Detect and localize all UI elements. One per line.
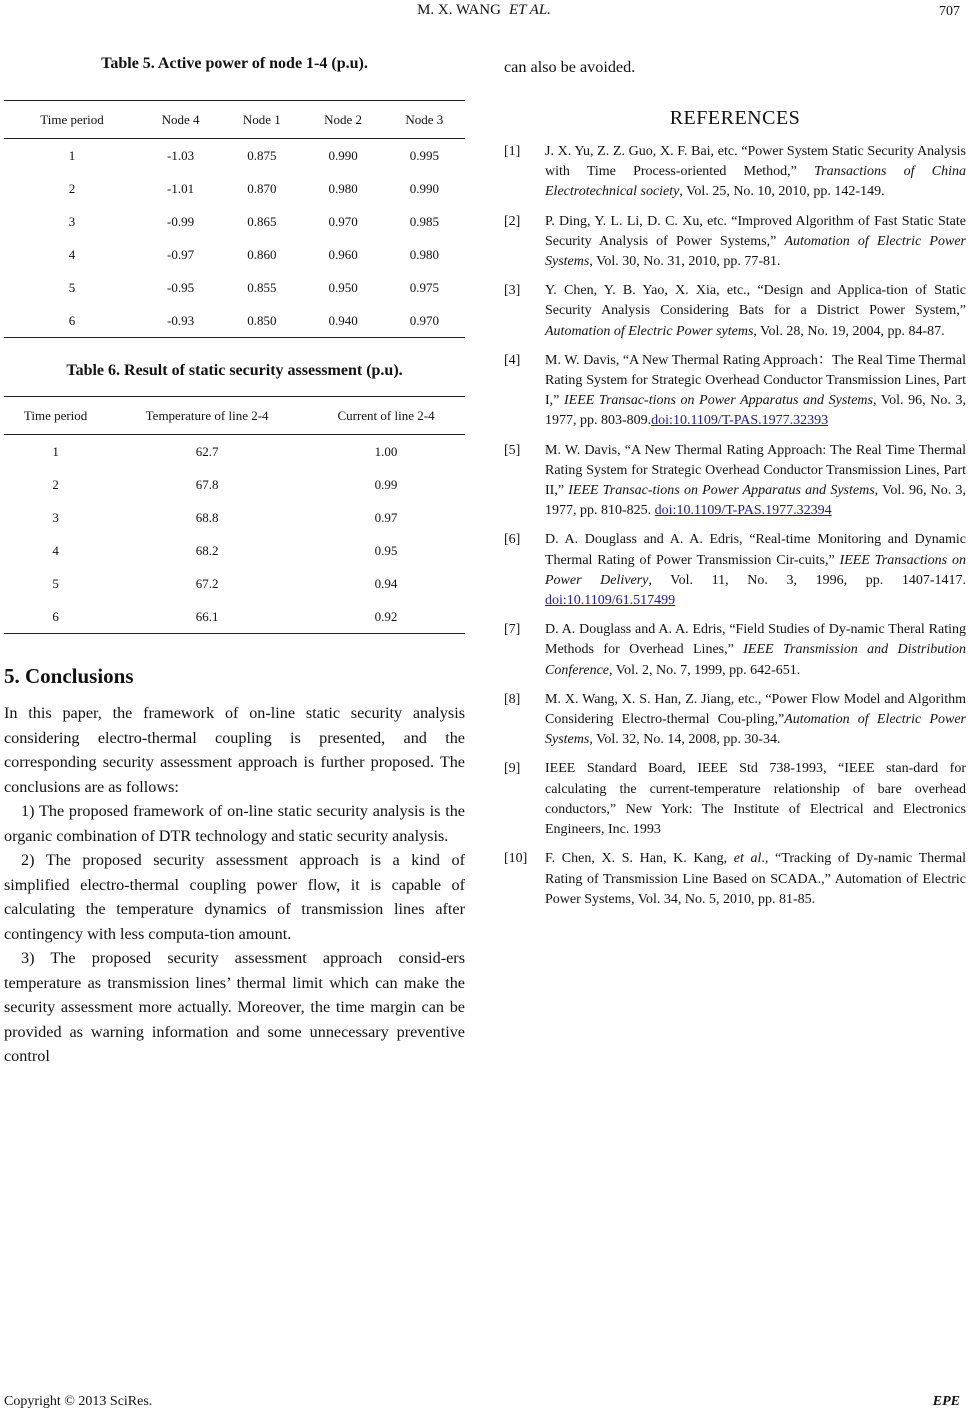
reference-text: P. Ding, Y. L. Li, D. C. Xu, etc. “Improved Algorithm of Fast Static State Security Analysis of Power Systems,”: [545, 213, 966, 249]
reference-number: [1]: [504, 144, 521, 159]
table-cell: 62.7: [195, 443, 219, 459]
reference-details: , Vol. 28, No. 19, 2004, pp. 84-87.: [753, 323, 945, 339]
reference-number: [6]: [504, 532, 521, 548]
continued-text: can also be avoided.: [504, 58, 636, 76]
table-cell: 3: [68, 213, 76, 229]
table-cell: 0.985: [409, 213, 439, 229]
reference-details: , Vol. 25, No. 10, 2010, pp. 142-149.: [679, 184, 885, 200]
reference-number: [2]: [504, 213, 521, 229]
table-cell: 66.1: [107, 600, 307, 634]
table-cell: 0.94: [374, 575, 398, 591]
column-header: Temperature of line 2-4: [107, 397, 307, 435]
table-cell: -1.03: [167, 147, 195, 163]
table-cell: 67.2: [195, 575, 219, 591]
table-cell: 6: [4, 600, 107, 634]
table-cell: 5: [52, 575, 59, 591]
table-cell: 68.8: [195, 509, 219, 525]
table-cell: 0.97: [374, 509, 398, 525]
reference-details: , Vol. 11, No. 3, 1996, pp. 1407-1417.: [648, 572, 967, 588]
table-cell: 0.960: [328, 246, 358, 262]
reference-text: IEEE Standard Board, IEEE Std 738-1993, “IEEE stan-dard for calculating the current-temperature relationship of bare overhead conductors,” New York: The Institute of Electrical and Electronics Engineers, Inc. 1993: [545, 761, 966, 838]
table-cell: 67.8: [195, 476, 219, 492]
column-header: Node 2: [302, 101, 383, 139]
table-cell: 0.950: [328, 279, 358, 295]
table-cell: 3: [52, 509, 59, 525]
table-cell: -1.01: [167, 180, 195, 196]
reference-item: [504, 620, 966, 681]
table-row: [4, 172, 465, 205]
table-cell: 0.95: [374, 542, 398, 558]
table-cell: -0.97: [167, 246, 195, 262]
table-cell: 2: [68, 180, 76, 196]
reference-doi-link[interactable]: doi:10.1109/T-PAS.1977.32394: [654, 503, 832, 519]
column-header: Time period: [4, 101, 140, 139]
table-row: [4, 205, 465, 238]
table6: [4, 396, 465, 634]
reference-item: [504, 759, 966, 840]
table-cell: 5: [68, 279, 76, 295]
table5-body: [4, 139, 465, 338]
reference-source: IEEE Transactions on Power Delivery: [545, 552, 967, 588]
table-row: [4, 139, 465, 173]
reference-doi-link[interactable]: doi:10.1109/61.517499: [545, 593, 676, 609]
reference-number: [9]: [504, 761, 521, 777]
table-cell: 0.99: [374, 476, 398, 492]
reference-number: [4]: [504, 352, 521, 368]
table-cell: 1: [52, 443, 59, 459]
table-cell: 0.850: [221, 304, 302, 338]
reference-item: [504, 849, 966, 910]
reference-details: , Vol. 2, No. 7, 1999, pp. 642-651.: [609, 662, 801, 678]
table6-body: [4, 435, 465, 634]
reference-number: [10]: [504, 851, 528, 867]
table-cell: 0.92: [307, 600, 465, 634]
table-cell: -0.99: [167, 213, 195, 229]
table-cell: 0.980: [328, 180, 358, 196]
table-row: [4, 238, 465, 271]
reference-source: Automation of Electric Power Systems: [545, 233, 966, 270]
reference-item: [504, 351, 966, 432]
reference-item: [504, 212, 966, 273]
reference-details: , Vol. 30, No. 31, 2010, pp. 77-81.: [589, 254, 781, 270]
footer-copyright: Copyright © 2013 SciRes.: [4, 1394, 153, 1409]
reference-text: F. Chen, X. S. Han, K. Kang,: [545, 851, 734, 867]
table5: [4, 100, 465, 338]
header-etal: ET AL.: [508, 2, 551, 18]
conclusions-paragraph-2: 1) The proposed framework of on-line static security analysis is the organic combination of DTR technology and static security analysis.: [4, 802, 465, 845]
references-heading: REFERENCES: [669, 107, 801, 129]
table-cell: 0.995: [409, 147, 439, 163]
table-cell: 68.2: [195, 542, 219, 558]
column-header: Node 1: [221, 101, 302, 139]
conclusions-heading: 5. Conclusions: [4, 664, 134, 688]
table-cell: 0.990: [409, 180, 439, 196]
reference-details: , Vol. 32, No. 14, 2008, pp. 30-34.: [589, 732, 781, 748]
footer-journal: EPE: [932, 1394, 960, 1409]
reference-text: J. X. Yu, Z. Z. Guo, X. F. Bai, etc. “Power System Static Security Analysis with Time Process-oriented Method,”: [545, 144, 966, 180]
reference-source: Automation of Electric Power Systems: [545, 712, 966, 748]
column-header: Node 3: [384, 101, 465, 139]
table-cell: 0.870: [247, 180, 277, 196]
table-cell: 0.970: [328, 213, 358, 229]
table-cell: 4: [68, 246, 76, 262]
column-header: Current of line 2-4: [307, 397, 465, 435]
reference-list: [504, 142, 966, 910]
header-author: M. X. WANG: [417, 2, 501, 18]
table-cell: 0.860: [247, 246, 277, 262]
reference-source: IEEE Transmission and Distribution Conference: [545, 642, 967, 678]
table-row: [4, 435, 465, 469]
reference-source: IEEE Transac-tions on Power Apparatus and Systems: [568, 483, 875, 499]
table-cell: 0.990: [328, 147, 358, 163]
table-row: [4, 567, 465, 600]
table-cell: 4: [52, 542, 59, 558]
reference-item: [504, 530, 966, 611]
table6-header-row: [4, 397, 465, 435]
reference-item: [504, 281, 966, 342]
table-row: [4, 304, 465, 338]
conclusions-paragraph-1: In this paper, the framework of on-line static security analysis considering electro-thermal coupling is presented, and the corresponding security assessment approach is further proposed. The conclusions are as follows:: [4, 704, 465, 796]
reference-details: , Vol. 96, No. 3, 1977, pp. 810-825.: [545, 483, 966, 519]
table-cell: 0.875: [247, 147, 277, 163]
table5-header-row: [4, 101, 465, 139]
table-cell: 0.970: [384, 304, 465, 338]
table-cell: 0.975: [409, 279, 439, 295]
table-cell: 1: [68, 147, 76, 163]
reference-doi-link[interactable]: doi:10.1109/T-PAS.1977.32393: [651, 413, 829, 429]
conclusions-paragraph-3: 2) The proposed security assessment approach is a kind of simplified electro-thermal coupling power flow, it is capable of calculating the temperature dynamics of transmission lines after contingency with less computa-tion amount.: [4, 851, 465, 943]
reference-number: [8]: [504, 691, 521, 707]
table-cell: 0.940: [302, 304, 383, 338]
table-row: [4, 271, 465, 304]
reference-details: ., “Tracking of Dy-namic Thermal Rating of Transmission Line Based on SCADA.,” Automation of Electric Power Systems, Vol. 34, No. 5, 2010, pp. 81-85.: [545, 851, 967, 907]
table-cell: 1.00: [374, 443, 398, 459]
reference-text: Y. Chen, Y. B. Yao, X. Xia, etc., “Design and Applica-tion of Static Security Analysis Considering Bats for a District Power System,”: [545, 283, 966, 319]
table6-caption: Table 6. Result of static security assessment (p.u).: [66, 362, 403, 379]
table5-caption: Table 5. Active power of node 1-4 (p.u).: [101, 55, 368, 72]
table-cell: 0.980: [409, 246, 439, 262]
reference-number: [7]: [504, 622, 521, 638]
reference-source: et al: [733, 851, 762, 867]
right-column: [504, 55, 966, 919]
reference-item: [504, 142, 966, 203]
table-row: [4, 600, 465, 634]
table-row: [4, 468, 465, 501]
reference-text: M. W. Davis, “A New Thermal Rating Approach: The Real Time Thermal Rating System for Strategic Overhead Conductor Transmission Lines, Part II,”: [545, 442, 966, 499]
reference-item: [504, 441, 966, 522]
conclusions-paragraph-4: 3) The proposed security assessment approach consid-ers temperature as transmission lines’ thermal limit which can make the security assessment more actually. Moreover, the time margin can be provided as warning information and some unnecessary preventive control: [4, 949, 465, 1065]
reference-text: M. X. Wang, X. S. Han, Z. Jiang, etc., “Power Flow Model and Algorithm Considering Electro-thermal Cou-pling,”: [545, 691, 966, 728]
reference-number: [5]: [504, 442, 521, 458]
reference-item: [504, 690, 966, 751]
left-column: [4, 55, 465, 1069]
page-number: 707: [939, 4, 960, 19]
reference-source: IEEE Transac-tions on Power Apparatus and Systems: [564, 393, 873, 409]
reference-text: D. A. Douglass and A. A. Edris, “Real-time Monitoring and Dynamic Thermal Rating of Power Transmission Cir-cuits,”: [545, 532, 966, 568]
reference-source: Automation of Electric Power sytems: [545, 323, 754, 339]
reference-details: , Vol. 96, No. 3, 1977, pp. 803-809.: [545, 393, 966, 429]
column-header: Time period: [4, 397, 107, 435]
reference-source: Transactions of China Electrotechnical society: [545, 164, 966, 200]
column-header: Node 4: [140, 101, 221, 139]
table-cell: 0.865: [247, 213, 277, 229]
table-cell: 2: [52, 476, 59, 492]
reference-number: [3]: [504, 283, 521, 299]
reference-text: M. W. Davis, “A New Thermal Rating Approach：The Real Time Thermal Rating System for Strategic Overhead Conductor Transmission Lines, Part I,”: [545, 352, 966, 409]
table-row: [4, 534, 465, 567]
running-header: [0, 2, 968, 19]
reference-text: D. A. Douglass and A. A. Edris, “Field Studies of Dy-namic Theral Rating Methods for Overhead Lines,”: [545, 622, 966, 658]
table-row: [4, 501, 465, 534]
table-cell: -0.95: [167, 279, 195, 295]
table-cell: 6: [4, 304, 140, 338]
table-cell: 0.855: [247, 279, 277, 295]
table-cell: -0.93: [140, 304, 221, 338]
